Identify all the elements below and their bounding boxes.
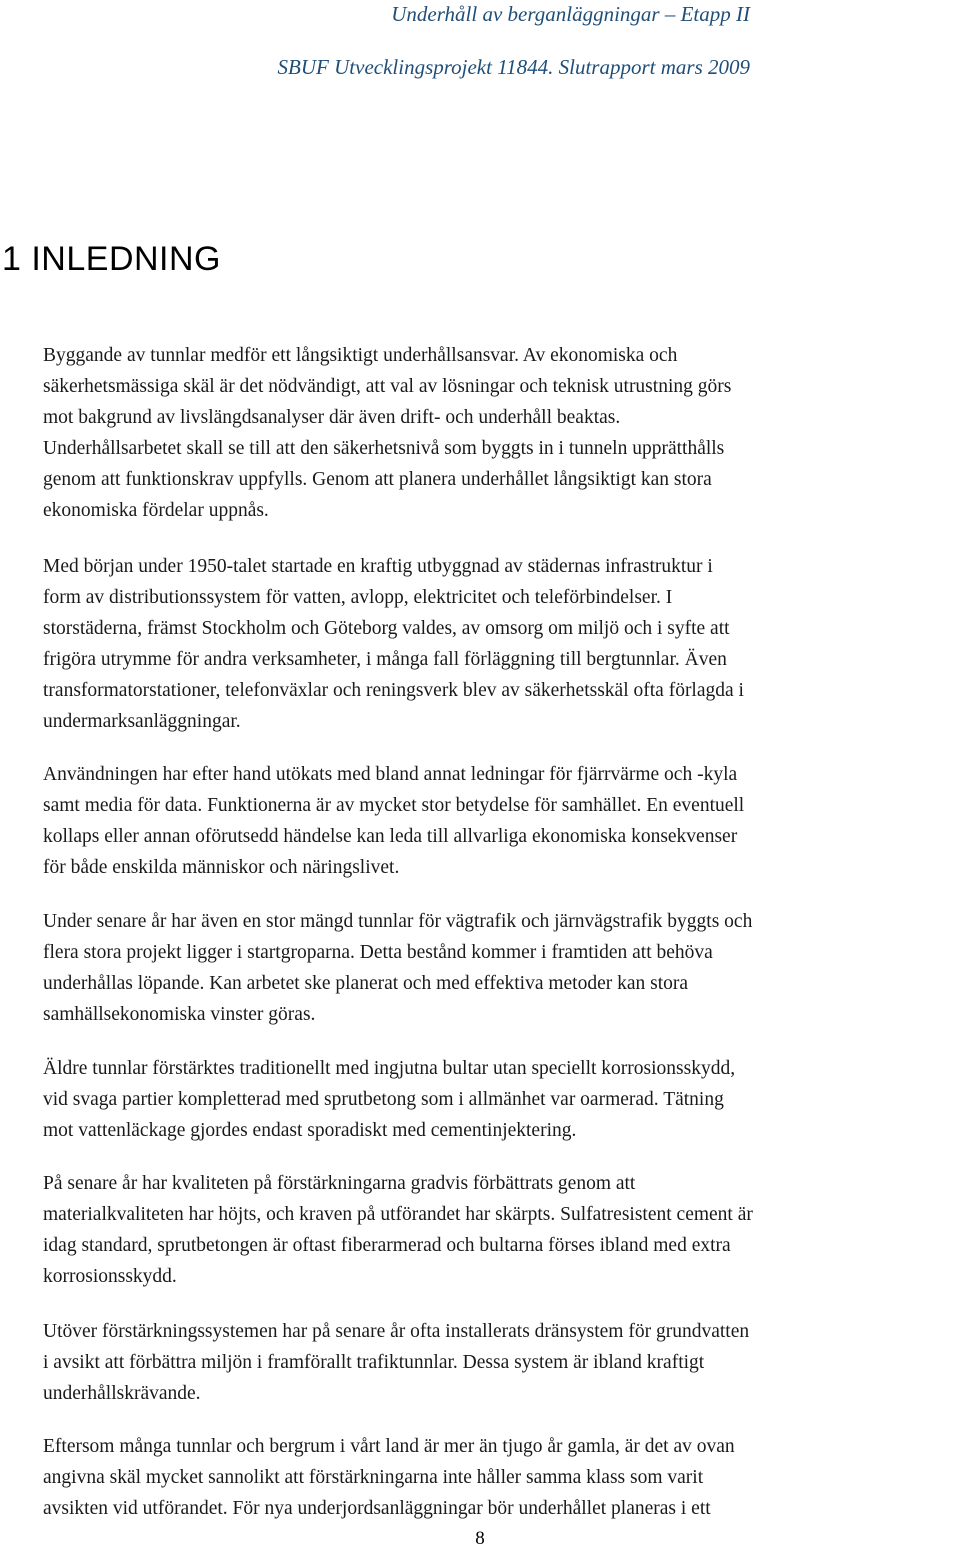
text-line: samt media för data. Funktionerna är av mycket stor betydelse för samhället. En eventuell [43, 795, 745, 816]
text-line: genom att funktionskrav uppfylls. Genom att planera underhållet långsiktigt kan stora [43, 469, 712, 490]
text-line: mot vattenläckage gjordes endast sporadiskt med cementinjektering. [43, 1120, 577, 1141]
paragraph-6 [43, 1168, 960, 1292]
header-report-title: Underhåll av berganläggningar – Etapp II [391, 2, 750, 26]
text-line: flera stora projekt ligger i startgroparna. Detta bestånd kommer i framtiden att behöva [43, 942, 713, 963]
paragraph-5 [43, 1053, 960, 1146]
text-line: mot bakgrund av livslängdsanalyser där även drift- och underhåll beaktas. [43, 407, 621, 428]
text-line: frigöra utrymme för andra verksamheter, i många fall förläggning till bergtunnlar. Även [43, 649, 727, 670]
text-line: materialkvaliteten har höjts, och kraven på utförandet har skärpts. Sulfatresistent cement är [43, 1204, 753, 1225]
text-line: transformatorstationer, telefonväxlar och reningsverk blev av säkerhetsskäl ofta förlagda i [43, 680, 744, 701]
text-line: underhållskrävande. [43, 1383, 201, 1404]
text-line: Med början under 1950-talet startade en kraftig utbyggnad av städernas infrastruktur i [43, 556, 713, 577]
paragraph-4 [43, 906, 960, 1030]
text-line: ekonomiska fördelar uppnås. [43, 500, 269, 521]
header-project-info: SBUF Utvecklingsprojekt 11844. Slutrapport mars 2009 [277, 55, 750, 79]
text-line: form av distributionssystem för vatten, avlopp, elektricitet och teleförbindelser. I [43, 587, 673, 608]
text-line: kollaps eller annan oförutsedd händelse kan leda till allvarliga ekonomiska konsekvenser [43, 826, 738, 847]
text-line: korrosionsskydd. [43, 1266, 177, 1287]
text-line: för både enskilda människor och näringslivet. [43, 857, 400, 878]
text-line: i avsikt att förbättra miljön i framförallt trafiktunnlar. Dessa system är ibland kraftigt [43, 1352, 705, 1373]
paragraph-7 [43, 1316, 960, 1409]
text-line: avsikten vid utförandet. För nya underjordsanläggningar bör underhållet planeras i ett [43, 1498, 711, 1519]
text-line: säkerhetsmässiga skäl är det nödvändigt, att val av lösningar och teknisk utrustning görs [43, 376, 732, 397]
text-line: Utöver förstärkningssystemen har på senare år ofta installerats dränsystem för grundvatten [43, 1321, 750, 1342]
paragraph-3 [43, 759, 960, 883]
page-number: 8 [475, 1528, 485, 1549]
text-line: Under senare år har även en stor mängd tunnlar för vägtrafik och järnvägstrafik byggts och [43, 911, 753, 932]
text-line: Byggande av tunnlar medför ett långsiktigt underhållsansvar. Av ekonomiska och [43, 345, 678, 366]
paragraph-1 [43, 340, 960, 526]
text-line: Äldre tunnlar förstärktes traditionellt med ingjutna bultar utan speciellt korrosionsskydd, [43, 1058, 736, 1079]
text-line: På senare år har kvaliteten på förstärkningarna gradvis förbättrats genom att [43, 1173, 636, 1194]
text-line: storstäderna, främst Stockholm och Göteborg valdes, av omsorg om miljö och i syfte att [43, 618, 730, 639]
text-line: undermarksanläggningar. [43, 711, 241, 732]
text-line: vid svaga partier kompletterad med sprutbetong som i allmänhet var oarmerad. Tätning [43, 1089, 724, 1110]
text-line: idag standard, sprutbetongen är oftast fiberarmerad och bultarna förses ibland med extra [43, 1235, 731, 1256]
text-line: Underhållsarbetet skall se till att den säkerhetsnivå som byggts in i tunneln upprätthålls [43, 438, 725, 459]
paragraph-2 [43, 551, 960, 737]
text-line: angivna skäl mycket sannolikt att förstärkningarna inte håller samma klass som varit [43, 1467, 704, 1488]
text-line: Eftersom många tunnlar och bergrum i vårt land är mer än tjugo år gamla, är det av ovan [43, 1436, 735, 1457]
paragraph-8 [43, 1431, 960, 1524]
text-line: underhållas löpande. Kan arbetet ske planerat och med effektiva metoder kan stora [43, 973, 689, 994]
text-line: Användningen har efter hand utökats med bland annat ledningar för fjärrvärme och -kyla [43, 764, 738, 785]
chapter-title: 1 INLEDNING [2, 240, 221, 278]
text-line: samhällsekonomiska vinster göras. [43, 1004, 316, 1025]
running-header [278, 0, 750, 81]
